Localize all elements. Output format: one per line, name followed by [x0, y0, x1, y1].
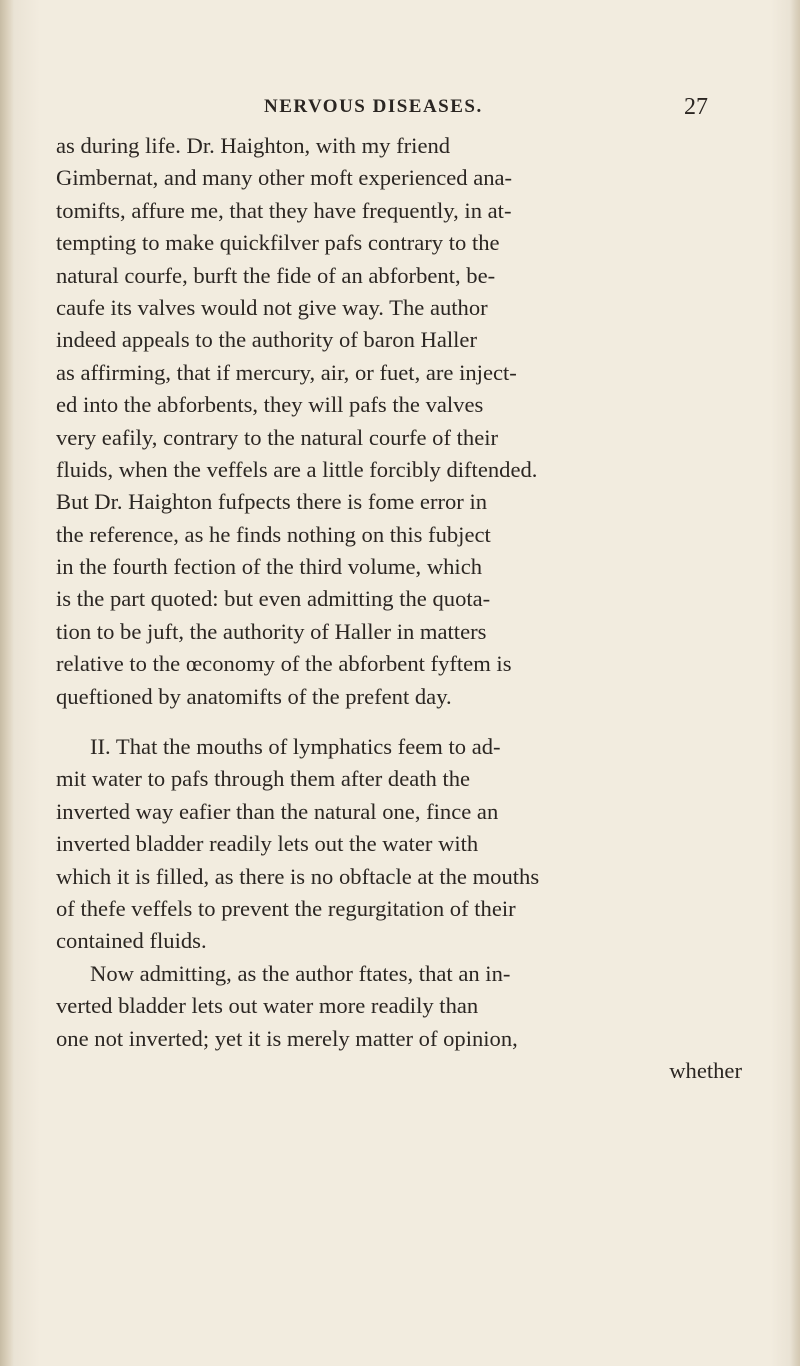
text-line: as affirming, that if mercury, air, or fuet, are inject-	[56, 359, 517, 385]
text-line: which it is filled, as there is no obftacle at the mouths	[56, 863, 540, 889]
text-line: of thefe veffels to prevent the regurgitation of their	[56, 895, 516, 921]
page-number: 27	[684, 94, 708, 120]
book-page	[56, 96, 756, 1087]
text-line: ed into the abforbents, they will pafs the valves	[56, 392, 484, 418]
text-line: contained fluids.	[56, 928, 207, 954]
text-line: natural courfe, burft the fide of an abforbent, be-	[56, 262, 496, 288]
paragraph-3	[56, 958, 756, 1088]
paragraph-1	[56, 130, 756, 713]
text-line: tion to be juft, the authority of Haller in matters	[56, 618, 487, 644]
text-line: caufe its valves would not give way. The author	[56, 294, 488, 320]
text-line: But Dr. Haighton fufpects there is fome error in	[56, 489, 488, 515]
running-head	[56, 96, 756, 130]
text-line: the reference, as he finds nothing on this fubject	[56, 521, 491, 547]
text-line: very eafily, contrary to the natural courfe of their	[56, 424, 499, 450]
text-line: in the fourth fection of the third volume, which	[56, 554, 483, 580]
catchword: whether	[669, 1057, 742, 1083]
page-right-edge	[790, 0, 800, 1366]
text-line: inverted way eafier than the natural one, fince an	[56, 798, 499, 824]
text-line: fluids, when the veffels are a little forcibly diftended.	[56, 456, 538, 482]
page-left-edge	[0, 0, 14, 1366]
running-head-title: NERVOUS DISEASES.	[264, 96, 483, 117]
text-line: Now admitting, as the author ftates, that an in-	[90, 960, 511, 986]
text-line: indeed appeals to the authority of baron Haller	[56, 327, 477, 353]
text-line: one not inverted; yet it is merely matter of opinion,	[56, 1025, 518, 1051]
text-line: as during life. Dr. Haighton, with my friend	[56, 133, 451, 158]
text-line: is the part quoted: but even admitting the quota-	[56, 586, 491, 612]
text-line: relative to the œconomy of the abforbent fyftem is	[56, 651, 512, 677]
text-line: verted bladder lets out water more readily than	[56, 993, 479, 1019]
paragraph-2	[56, 731, 756, 958]
text-line: tempting to make quickfilver pafs contrary to the	[56, 230, 500, 256]
text-line: tomifts, affure me, that they have frequently, in at-	[56, 197, 512, 223]
text-line: II. That the mouths of lymphatics feem to ad-	[90, 734, 501, 760]
text-line: mit water to pafs through them after death the	[56, 766, 471, 792]
text-line: Gimbernat, and many other moft experienced ana-	[56, 165, 513, 191]
text-line: inverted bladder readily lets out the water with	[56, 831, 479, 857]
paragraph-gap	[56, 713, 756, 731]
text-line: queftioned by anatomifts of the prefent day.	[56, 683, 452, 709]
